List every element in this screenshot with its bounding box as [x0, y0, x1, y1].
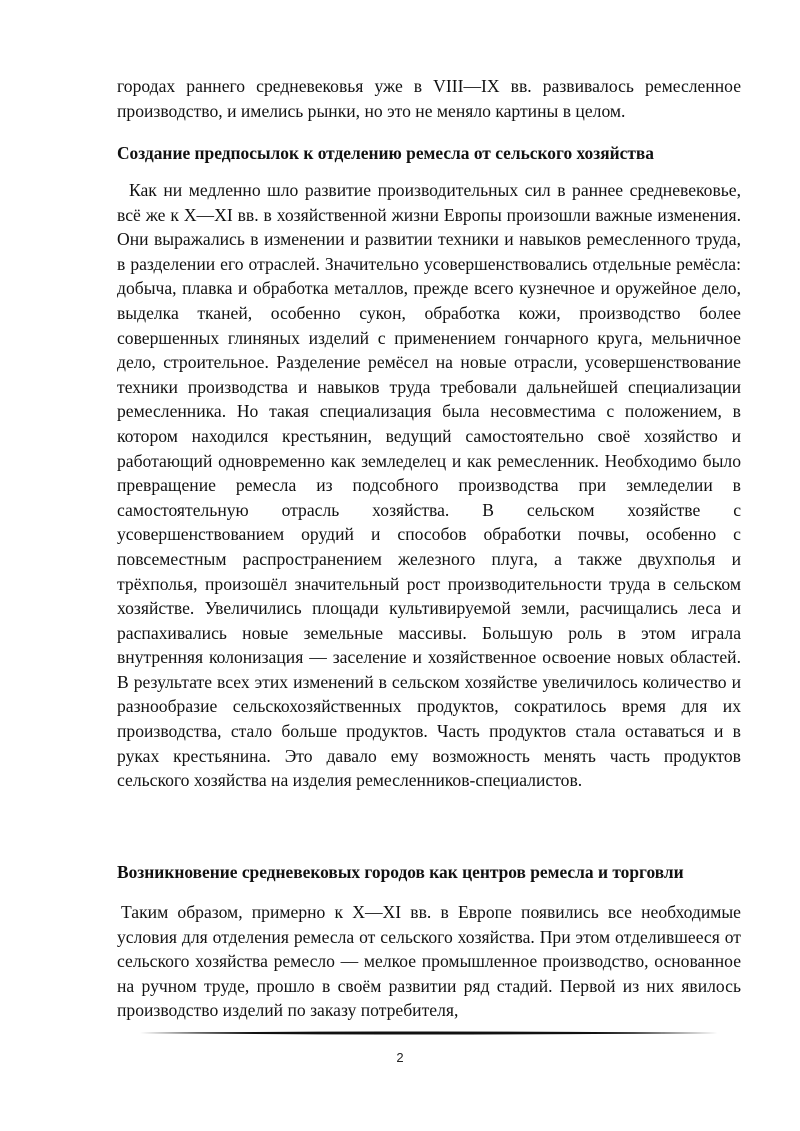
paragraph-craft-development — [117, 178, 741, 793]
paragraph-text: городах раннего средневековья уже в VIII—IX вв. развивалось ремесленное производство, и имелись рынки, но это не меняло картины в целом. — [117, 76, 741, 121]
section-heading-craft-prerequisites: Создание предпосылок к отделению ремесла от сельского хозяйства — [117, 143, 655, 163]
paragraph-text: Таким образом, примерно к X—XI вв. в Европе появились все необходимые условия для отделения ремесла от сельского хозяйства. При этом отделившееся от сельского хозяйства ремесло — мелкое промышленное производство, основанное на ручном труде, прошло в своём развитии ряд стадий. Первой из них явилось производство изделий по заказу потребителя, — [117, 902, 741, 1021]
footer-divider-line — [140, 1030, 718, 1036]
paragraph-text: Как ни медленно шло развитие производительных сил в раннее средневековье, всё же к X—XI вв. в хозяйственной жизни Европы произошли важные изменения. Они выражались в изменении и развитии техники и навыков ремесленного труда, в разделении его отраслей. Значительно усовершенствовались отдельные ремёсла: добыча, плавка и обработка металлов, прежде всего кузнечное и оружейное дело, выделка тканей, особенно сукон, обработка кожи, производство более совершенных глиняных изделий с применением гончарного круга, мельничное дело, строительное. Разделение ремёсел на новые отрасли, усовершенствование техники производства и навыков труда требовали дальнейшей специализации ремесленника. Но такая специализация была несовместима с положением, в котором находился крестьянин, ведущий самостоятельно своё хозяйство и работающий одновременно как земледелец и как ремесленник. Необходимо было превращение ремесла из подсобного производства при земледелии в самостоятельную отрасль хозяйства. В сельском хозяйстве с усовершенствованием орудий и способов обработки почвы, особенно с повсеместным распространением железного плуга, а также двухполья и трёхполья, произошёл значительный рост производительности труда в сельском хозяйстве. Увеличились площади культивируемой земли, расчищались леса и распахивались новые земельные массивы. Большую роль в этом играла внутренняя колонизация — заселение и хозяйственное освоение новых областей. В результате всех этих изменений в сельском хозяйстве увеличилось количество и разнообразие сельскохозяйственных продуктов, сократилось время для их производства, стало больше продуктов. Часть продуктов стала оставаться и в руках крестьянина. Это давало ему возможность менять часть продуктов сельского хозяйства на изделия ремесленников-специалистов. — [117, 180, 741, 791]
page-number: 2 — [396, 1050, 404, 1065]
paragraph-craft-separation — [117, 900, 741, 1023]
paragraph-continuation — [117, 74, 741, 123]
section-heading-medieval-cities: Возникновение средневековых городов как центров ремесла и торговли — [117, 862, 684, 882]
